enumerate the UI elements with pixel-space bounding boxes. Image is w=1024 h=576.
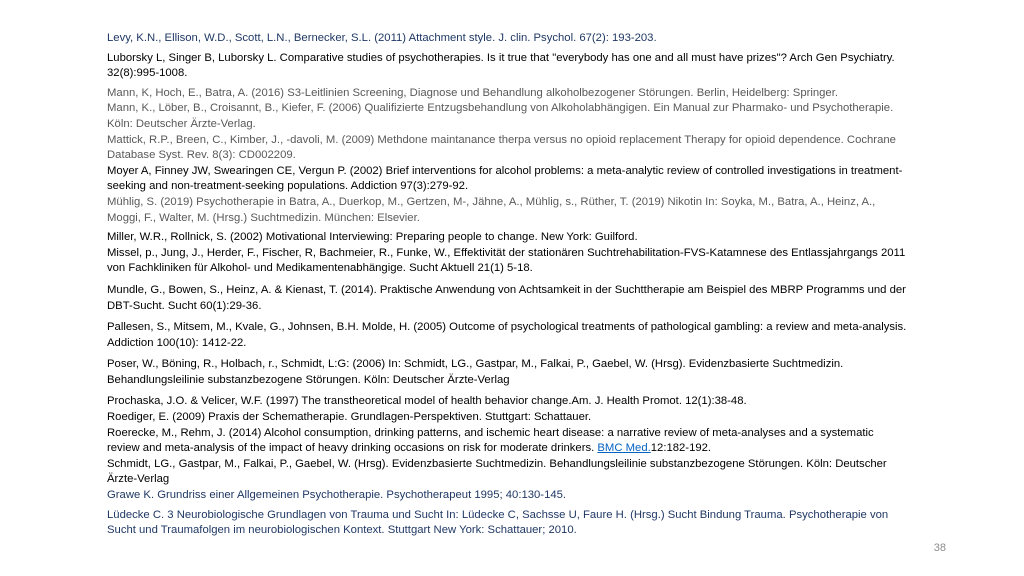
reference-luborsky: Luborsky L, Singer B, Luborsky L. Comparative studies of psychotherapies. Is it true that "everybody has one and all must have prizes"? Arch Gen Psychiatry. 32(8):995-1008. xyxy=(107,51,895,80)
reference-list xyxy=(107,31,907,539)
reference-roerecke xyxy=(107,426,907,457)
reference-schmidt: Schmidt, LG., Gastpar, M., Falkai, P., Gaebel, W. (Hrsg). Evidenzbasierte Suchtmedizin. Behandlungsleilinie substanzbezogene Störungen. Köln: Deutscher Ärzte-Verlag xyxy=(107,457,887,486)
reference-poser: Poser, W., Böning, R., Holbach, r., Schmidt, L:G: (2006) In: Schmidt, LG., Gastpar, M., Falkai, P., Gaebel, W. (Hrsg). Evidenzbasierte Suchtmedizin. Behandlungsleilinie substanzbezogene Störungen. Köln: Deutscher Ärzte-Verlag xyxy=(107,358,844,386)
reference-roerecke-text: Roerecke, M., Rehm, J. (2014) Alcohol consumption, drinking patterns, and ischemic heart disease: a narrative review of meta-analyses and a systematic review and meta-analysis of the impact of heavy drinking occasions on risk for moderate drinkers. xyxy=(107,426,874,455)
reference-roerecke-pages: 12:182-192. xyxy=(650,442,712,455)
reference-mann-2006: Mann, K., Löber, B., Croisannt, B., Kiefer, F. (2006) Qualifizierte Entzugsbehandlung von Alkoholabhängigen. Ein Manual zur Pharmako- und Psychotherapie. Köln: Deutscher Ärzte-Verlag. xyxy=(107,102,894,130)
bmc-med-link[interactable]: BMC Med. xyxy=(597,442,651,455)
reference-missel: Missel, p., Jung, J., Herder, F., Fischer, R, Bachmeier, R., Funke, W., Effektivität der stationären Suchtrehabilitation-FVS-Katamnese des Entlassjahrgangs 2011 von Fachkliniken für Alkohol- und Medikamentenabhängige. Sucht Aktuell 21(1) 5-18. xyxy=(107,246,906,275)
reference-grawe: Grawe K. Grundriss einer Allgemeinen Psychotherapie. Psychotherapeut 1995; 40:130-145. xyxy=(107,489,567,502)
reference-mattick: Mattick, R.P., Breen, C., Kimber, J., -davoli, M. (2009) Methdone maintanance therpa versus no opioid replacement Therapy for opioid dependence. Cochrane Database Syst. Rev. 8(3): CD002209. xyxy=(107,133,896,162)
reference-mann-2016: Mann, K, Hoch, E., Batra, A. (2016) S3-Leitlinien Screening, Diagnose und Behandlung alkoholbezogener Störungen. Berlin, Heidelberg: Springer. xyxy=(107,86,838,99)
page-number: 38 xyxy=(933,542,946,554)
reference-prochaska: Prochaska, J.O. & Velicer, W.F. (1997) The transtheoretical model of health behavior change.Am. J. Health Promot. 12(1):38-48. xyxy=(107,395,747,408)
reference-pallesen: Pallesen, S., Mitsem, M., Kvale, G., Johnsen, B.H. Molde, H. (2005) Outcome of psychological treatments of pathological gambling: a review and meta-analysis. Addiction 100(10): 1412-22. xyxy=(107,321,907,349)
reference-miller: Miller, W.R., Rollnick, S. (2002) Motivational Interviewing: Preparing people to change. New York: Guilford. xyxy=(107,231,638,244)
reference-luedecke: Lüdecke C. 3 Neurobiologische Grundlagen von Trauma und Sucht In: Lüdecke C, Sachsse U, Faure H. (Hrsg.) Sucht Bindung Trauma. Psychotherapie von Sucht und Traumafolgen im neurobiologischen Kontext. Stuttgart New York: Schattauer; 2010. xyxy=(107,508,889,537)
reference-muehlig: Mühlig, S. (2019) Psychotherapie in Batra, A., Duerkop, M., Gertzen, M-, Jähne, A., Mühlig, s., Rüther, T. (2019) Nikotin In: Soyka, M., Batra, A., Heinz, A., Moggi, F., Walter, M. (Hrsg.) Suchtmedizin. München: Elsevier. xyxy=(107,195,876,224)
reference-roediger: Roediger, E. (2009) Praxis der Schematherapie. Grundlagen-Perspektiven. Stuttgart: Schattauer. xyxy=(107,411,592,424)
reference-mundle: Mundle, G., Bowen, S., Heinz, A. & Kienast, T. (2014). Praktische Anwendung von Achtsamkeit in der Suchttherapie am Beispiel des MBRP Programms und der DBT-Sucht. Sucht 60(1):29-36. xyxy=(107,283,906,312)
reference-moyer: Moyer A, Finney JW, Swearingen CE, Vergun P. (2002) Brief interventions for alcohol problems: a meta-analytic review of controlled investigations in treatment-seeking and non-treatment-seeking populations. Addiction 97(3):279-92. xyxy=(107,164,903,193)
reference-levy: Levy, K.N., Ellison, W.D., Scott, L.N., Bernecker, S.L. (2011) Attachment style. J. clin. Psychol. 67(2): 193-203. xyxy=(107,32,657,44)
